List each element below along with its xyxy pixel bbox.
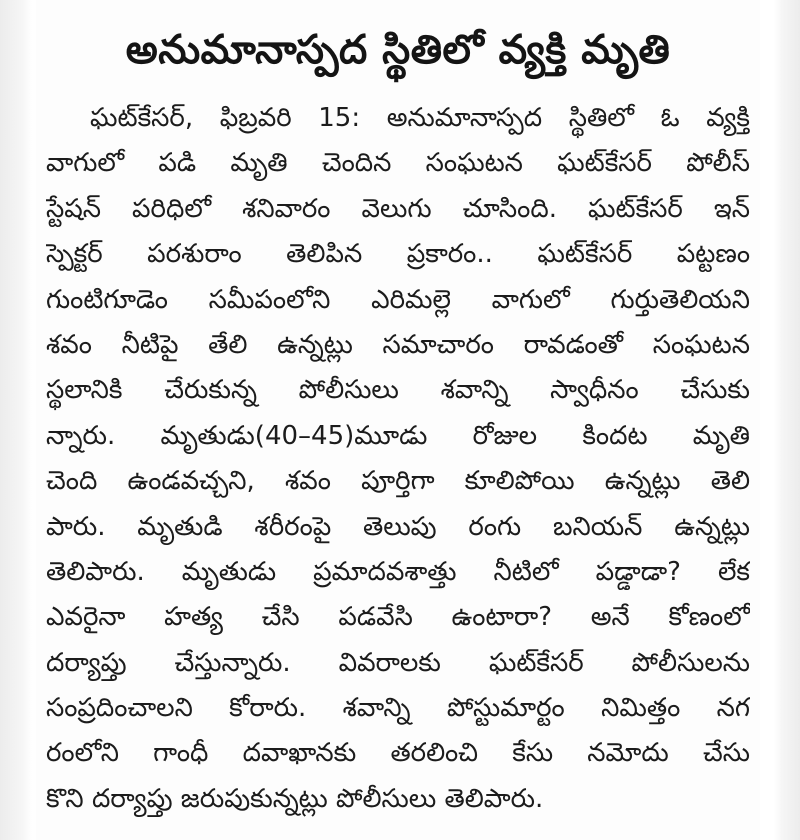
article-body-line: ఘట్‌కేసర్, ఫిబ్రవరి 15: అనుమానాస్పద స్థితిలో ఓ వ్యక్తి xyxy=(90,103,750,133)
article-body-line: వాగులో పడి మృతి చెందిన సంఘటన ఘట్‌కేసర్ పోలీస్ xyxy=(46,148,750,179)
article-body-line: స్టేషన్ పరిధిలో శనివారం వెలుగు చూసింది. ఘట్‌కేసర్ ఇన్ xyxy=(46,193,750,224)
article-body-line: గుంటిగూడెం సమీపంలోని ఎరిమల్లె వాగులో గుర్తుతెలియని xyxy=(46,284,750,315)
article-body-line: న్నారు. మృతుడు(40–45)మూడు రోజుల కిందట మృతి xyxy=(46,420,750,451)
article-body-line: కొని దర్యాప్తు జరుపుకున్నట్లు పోలీసులు తెలిపారు. xyxy=(46,783,544,814)
article-headline: అనుమానాస్పద స్థితిలో వ్యక్తి మృతి xyxy=(125,27,671,73)
article-body-line: తెలిపారు. మృతుడు ప్రమాదవశాత్తు నీటిలో పడ్డాడా? లేక xyxy=(46,556,750,587)
news-article xyxy=(36,0,760,840)
left-page-margin xyxy=(0,0,32,840)
article-body-line: దర్యాప్తు చేస్తున్నారు. వివరాలకు ఘట్‌కేసర్ పోలీసులను xyxy=(46,647,750,678)
right-page-margin xyxy=(774,0,800,840)
article-body-line: సంప్రదించాలని కోరారు. శవాన్ని పోస్టుమార్టం నిమిత్తం నగ xyxy=(46,693,750,724)
article-body-line: స్థలానికి చేరుకున్న పోలీసులు శవాన్ని స్వాధీనం చేసుకు xyxy=(46,375,750,406)
cropped-previous-text xyxy=(376,0,516,4)
article-body xyxy=(46,96,750,822)
article-body-line: స్పెక్టర్ పరశురాం తెలిపిన ప్రకారం.. ఘట్‌కేసర్ పట్టణం xyxy=(46,239,750,270)
article-body-line: చెంది ఉండవచ్చని, శవం పూర్తిగా కూలిపోయి ఉన్నట్లు తెలి xyxy=(46,466,750,497)
article-body-line: పారు. మృతుడి శరీరంపై తెలుపు రంగు బనియన్ ఉన్నట్లు xyxy=(46,511,750,542)
article-body-line: ఎవరైనా హత్య చేసి పడవేసి ఉంటారా? అనే కోణంలో xyxy=(46,602,750,633)
article-body-line: రంలోని గాంధీ దవాఖానకు తరలించి కేసు నమోదు చేసు xyxy=(46,738,750,769)
article-body-line: శవం నీటిపై తేలి ఉన్నట్లు సమాచారం రావడంతో సంఘటన xyxy=(46,329,750,360)
